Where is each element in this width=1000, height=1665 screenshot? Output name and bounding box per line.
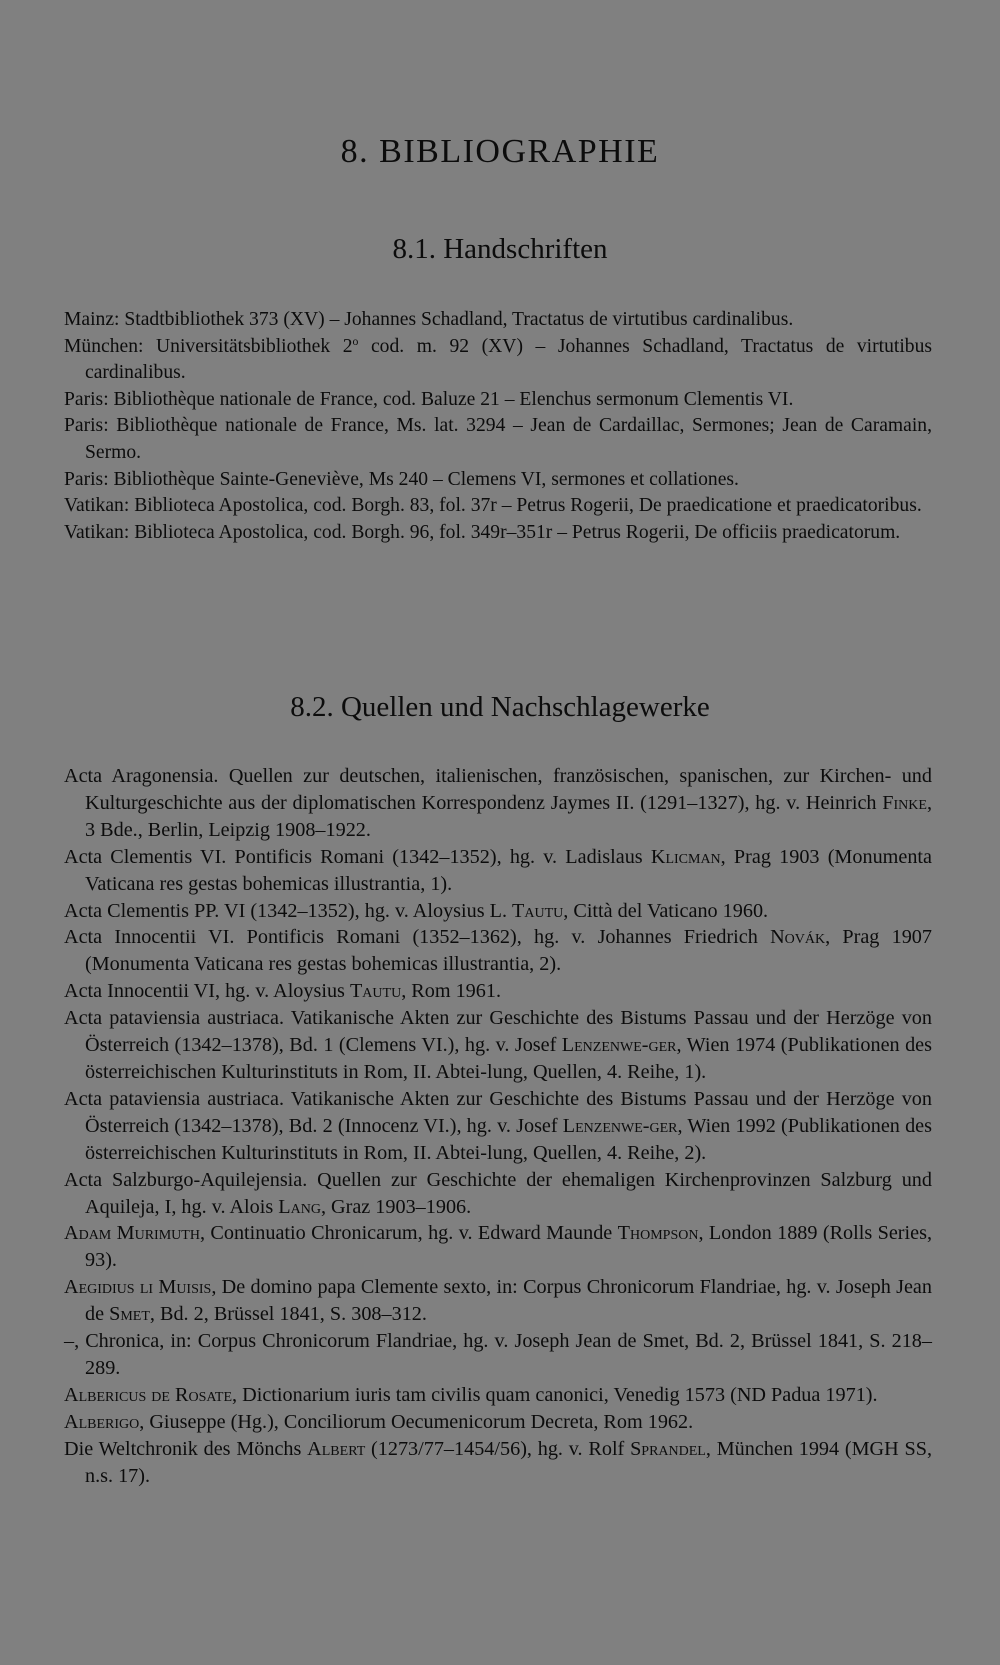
entry-text: , Giuseppe (Hg.), Conciliorum Oecumenicorum Decreta, Rom 1962. [139, 1410, 694, 1433]
bibliography-entry [64, 924, 932, 978]
bibliography-entry [64, 334, 932, 387]
author-name: Alberigo [64, 1410, 140, 1433]
entry-text: Vatikan: Biblioteca Apostolica, cod. Borgh. 83, fol. 37r – Petrus Rogerii, De praedicatione et praedicatoribus. [64, 495, 922, 517]
author-name: Tautu [512, 899, 564, 922]
author-name: Sprandel [630, 1437, 706, 1460]
entry-text: , Rom 1961. [401, 980, 502, 1003]
entry-text: , Prag 1903 (Monumenta Vaticana res gestas bohemicas illustrantia, 1). [85, 845, 932, 895]
bibliography-entry [64, 1167, 932, 1221]
entry-text: , London 1889 (Rolls Series, 93). [85, 1222, 933, 1272]
bibliography-entry [64, 898, 932, 925]
entry-text: , De domino papa Clemente sexto, in: Corpus Chronicorum Flandriae, hg. v. Joseph Jean de [85, 1276, 932, 1326]
entry-text: , Dictionarium iuris tam civilis quam canonici, Venedig 1573 (ND Padua 1971). [232, 1383, 878, 1406]
author-name: Adam Murimuth [64, 1222, 200, 1245]
bibliography-entry [64, 1328, 932, 1382]
entry-text: , Wien 1974 (Publikationen des österreichischen Kulturinstituts in Rom, II. Abtei-lung, Quellen, 4. Reihe, 1). [85, 1034, 933, 1083]
entry-text: Acta Clementis PP. VI (1342–1352), hg. v. Aloysius L. [64, 899, 513, 922]
section-title-handschriften: 8.1. Handschriften [392, 233, 608, 265]
bibliography-entry [64, 413, 932, 466]
entry-text: , Graz 1903–1906. [320, 1195, 472, 1218]
bibliography-entry [64, 467, 932, 494]
section-title-quellen: 8.2. Quellen und Nachschlagewerke [290, 691, 710, 723]
entry-text: (1273/77–1454/56), hg. v. Rolf [365, 1437, 631, 1460]
bibliography-entry [64, 844, 932, 898]
bibliography-entry [64, 1005, 932, 1086]
bibliography-entry [64, 1086, 932, 1167]
entry-text: Paris: Bibliothèque Sainte-Geneviève, Ms 240 – Clemens VI, sermones et collationes. [64, 468, 739, 490]
bibliography-entry [64, 307, 932, 334]
bibliography-entry [64, 493, 932, 520]
entry-text: Acta Innocentii VI. Pontificis Romani (1352–1362), hg. v. Johannes Friedrich [64, 926, 771, 949]
author-name: Tautu [349, 980, 402, 1003]
entry-text: Acta pataviensia austriaca. Vatikanische Akten zur Geschichte des Bistums Passau und der Herzöge von Österreich (1342–1378), Bd. 2 (Innocenz VI.), hg. v. Josef [64, 1087, 932, 1137]
quellen-list [64, 763, 932, 1489]
author-name: Lang [278, 1195, 321, 1218]
entry-text: , Città del Vaticano 1960. [563, 899, 769, 922]
entry-text: , Continuatio Chronicarum, hg. v. Edward Maunde [199, 1222, 618, 1245]
entry-text: München: Universitätsbibliothek 2 [64, 335, 353, 357]
entry-text: , Wien 1992 (Publikationen des österreichischen Kulturinstituts in Rom, II. Abtei-lung, Quellen, 4. Reihe, 2). [85, 1114, 932, 1164]
entry-text: Vatikan: Biblioteca Apostolica, cod. Borgh. 96, fol. 349r–351r – Petrus Rogerii, De officiis praedicatorum. [64, 521, 901, 543]
entry-text: , Bd. 2, Brüssel 1841, S. 308–312. [149, 1303, 427, 1326]
bibliography-entry [64, 520, 932, 547]
entry-text: Die Weltchronik des Mönchs [64, 1437, 308, 1460]
author-name: Lenzenwe-ger [561, 1034, 677, 1057]
entry-text: cod. m. 92 (XV) – Johannes Schadland, Tractatus de virtutibus cardinalibus. [85, 335, 932, 384]
author-name: Lenzenwe-ger [562, 1114, 678, 1137]
bibliography-entry [64, 978, 932, 1005]
entry-text: Acta Aragonensia. Quellen zur deutschen, italienischen, französischen, spanischen, zur Kirchen- und Kulturgeschichte aus der diplomatischen Korrespondenz Jaymes II. (1291–1327), hg. v. Heinrich [64, 765, 932, 814]
entry-text: , Prag 1907 (Monumenta Vaticana res gestas bohemicas illustrantia, 2). [85, 926, 932, 976]
entry-text: –, Chronica, in: Corpus Chronicorum Flandriae, hg. v. Joseph Jean de Smet, Bd. 2, Brüssel 1841, S. 218–289. [64, 1330, 932, 1379]
entry-text: , München 1994 (MGH SS, n.s. 17). [85, 1437, 932, 1487]
entry-text: Paris: Bibliothèque nationale de France, cod. Baluze 21 – Elenchus sermonum Clementis VI. [64, 388, 794, 410]
bibliography-entry [64, 1436, 932, 1490]
chapter-title: 8. BIBLIOGRAPHIE [340, 133, 660, 170]
bibliography-entry [64, 1220, 932, 1274]
bibliography-entry [64, 387, 932, 414]
entry-text: , 3 Bde., Berlin, Leipzig 1908–1922. [85, 791, 932, 841]
author-name: Thompson [617, 1222, 699, 1245]
handschriften-list [64, 307, 932, 546]
bibliography-entry [64, 1382, 932, 1409]
author-name: Smet [109, 1303, 150, 1326]
bibliography-entry [64, 763, 932, 844]
entry-text: Paris: Bibliothèque nationale de France, Ms. lat. 3294 – Jean de Cardaillac, Sermones; Jean de Caramain, Sermo. [64, 415, 932, 463]
superscript: o [352, 334, 359, 348]
entry-text: Acta Innocentii VI, hg. v. Aloysius [64, 980, 350, 1003]
author-name: Finke [882, 791, 927, 814]
entry-text: Acta Clementis VI. Pontificis Romani (1342–1352), hg. v. Ladislaus [64, 845, 651, 868]
bibliography-entry [64, 1409, 932, 1436]
entry-text: Mainz: Stadtbibliothek 373 (XV) – Johannes Schadland, Tractatus de virtutibus cardinalibus. [64, 309, 794, 330]
author-name: Aegidius li Muisis [64, 1276, 212, 1299]
author-name: Albert [307, 1437, 366, 1460]
entry-text: Acta pataviensia austriaca. Vatikanische Akten zur Geschichte des Bistums Passau und der Herzöge von Österreich (1342–1378), Bd. 1 (Clemens VI.), hg. v. Josef [64, 1007, 932, 1057]
author-name: Klicman [650, 845, 721, 868]
entry-text: Acta Salzburgo-Aquilejensia. Quellen zur Geschichte der ehemaligen Kirchenprovinzen Salzburg und Aquileja, I, hg. v. Alois [64, 1168, 932, 1218]
bibliography-entry [64, 1274, 932, 1328]
author-name: Novák [770, 926, 826, 949]
author-name: Albericus de Rosate [64, 1383, 233, 1406]
